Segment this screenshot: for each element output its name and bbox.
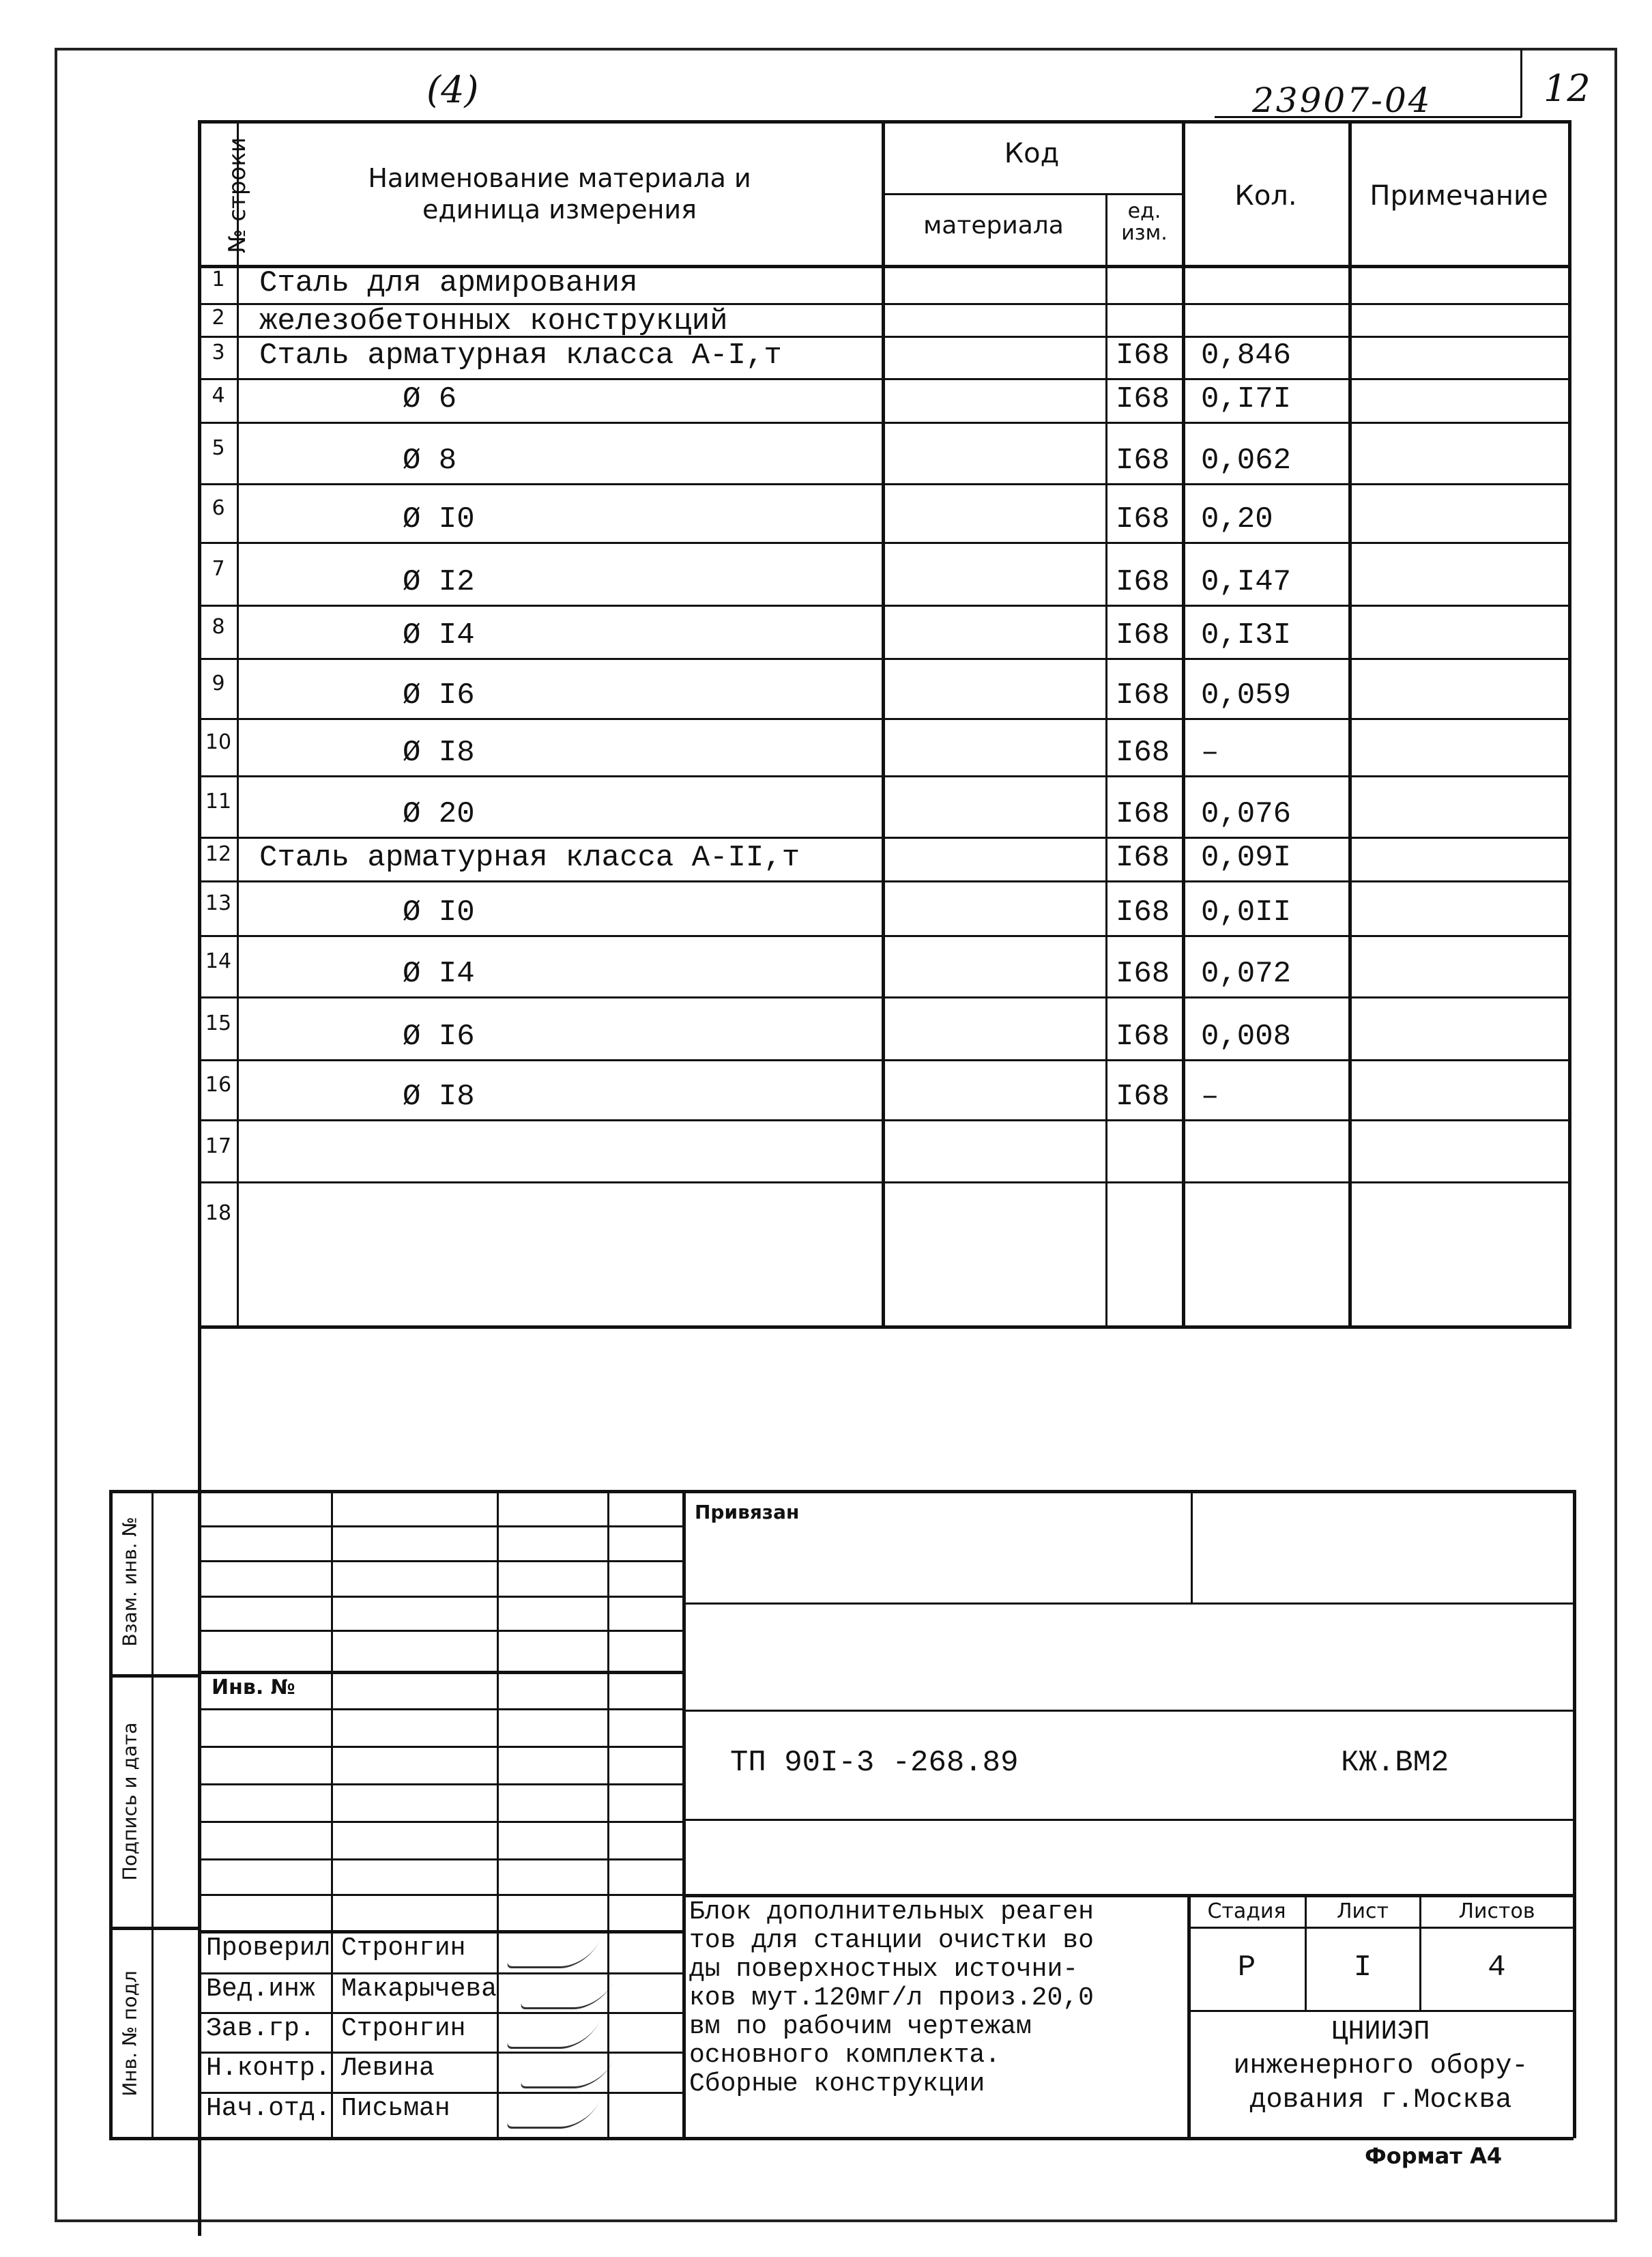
material-name: Ø I4 [403, 618, 475, 652]
material-name: Ø I8 [403, 1080, 475, 1114]
quantity: 0,008 [1201, 1020, 1292, 1054]
row-number: 3 [212, 341, 225, 364]
quantity: 0,072 [1201, 957, 1292, 991]
row-number: 18 [205, 1201, 232, 1225]
stamp-rule [198, 1858, 682, 1860]
row-number: 1 [212, 268, 225, 291]
material-name: Сталь для армирования [259, 266, 638, 300]
row-number: 13 [205, 891, 232, 915]
material-name: Ø 8 [403, 444, 457, 478]
page-number-divider [1520, 49, 1522, 117]
staff-name: Стронгин [341, 1933, 466, 1963]
row-number: 4 [212, 384, 225, 407]
stamp-rule [198, 1525, 682, 1527]
row-rule [198, 996, 1571, 998]
unit-code: I68 [1116, 339, 1170, 373]
sheet-label: Лист [1336, 1899, 1389, 1923]
signature-scribble [519, 1980, 614, 2009]
row-rule [198, 775, 1571, 777]
material-name: Ø 6 [403, 382, 457, 416]
sheet-value: I [1353, 1951, 1372, 1985]
stamp-right-border [1573, 1490, 1576, 2138]
archive-number: 23907-04 [1252, 81, 1432, 120]
table-row [198, 880, 1571, 935]
table-row [198, 775, 1571, 837]
inv-no-label: Инв. № [212, 1676, 295, 1699]
stamp-strip-right [151, 1490, 154, 2138]
header-code-split [882, 193, 1182, 195]
stamp-top-left [109, 1490, 1574, 1493]
row-number: 16 [205, 1073, 232, 1097]
row-rule [198, 483, 1571, 485]
staff-role: Зав.гр. [206, 2014, 315, 2043]
stamp-rule [198, 1783, 682, 1785]
table-row [198, 605, 1571, 658]
material-name: Сталь арматурная класса А-I,т [259, 339, 782, 373]
material-name: Ø I6 [403, 678, 475, 713]
material-name: Ø 20 [403, 797, 475, 831]
doc-mark: КЖ.ВМ2 [1341, 1746, 1449, 1780]
table-row [198, 935, 1571, 996]
right-rule-3 [682, 1819, 1573, 1821]
quantity: 0,0II [1201, 895, 1292, 930]
label-podpis-data: Подпись и дата [118, 1722, 141, 1881]
stamp-rule [198, 1746, 682, 1748]
table-row [198, 303, 1571, 339]
stamp-col-d [682, 1490, 686, 2138]
header-row-number: № строки [224, 137, 251, 253]
staff-name: Макарычева [341, 1974, 497, 2004]
row-number: 7 [212, 557, 225, 581]
project-title: Блок дополнительных реаген тов для станции очистки во ды поверхностных источни- ков мут.120мг/л произ.20,0 вм по рабочим чертежам основного комплекта. Сборные конструкции [689, 1897, 1094, 2099]
staff-role: Проверил [206, 1933, 331, 1963]
stamp-col-c [607, 1490, 609, 2138]
page-number: 12 [1544, 67, 1591, 110]
stamp-rule [198, 1630, 682, 1632]
label-inv-podl: Инв. № подл [118, 1970, 141, 2097]
row-rule [198, 837, 1571, 839]
table-bottom-border [198, 1325, 1571, 1329]
row-rule [198, 336, 1571, 338]
stage-value: Р [1237, 1951, 1256, 1985]
unit-code: I68 [1116, 797, 1170, 831]
row-number: 2 [212, 306, 225, 330]
material-name: Ø I8 [403, 736, 475, 770]
unit-code: I68 [1116, 618, 1170, 652]
table-row [198, 542, 1571, 605]
row-rule [198, 1181, 1571, 1183]
stage-label: Стадия [1207, 1899, 1286, 1923]
organization: ЦНИИЭП инженерного обору- дования г.Москва [1233, 2017, 1528, 2116]
right-rule-2 [682, 1710, 1573, 1712]
row-number: 12 [205, 842, 232, 866]
quantity: 0,20 [1201, 502, 1273, 536]
quantity: 0,09I [1201, 841, 1292, 875]
quantity: – [1201, 1080, 1219, 1114]
material-name: Ø I6 [403, 1020, 475, 1054]
table-row [198, 1119, 1571, 1181]
material-name: Ø I2 [403, 565, 475, 599]
signature-scribble [505, 2019, 600, 2049]
unit-code: I68 [1116, 736, 1170, 770]
row-rule [198, 880, 1571, 882]
row-number: 10 [205, 730, 232, 754]
table-row [198, 837, 1571, 880]
header-code-unit: ед. изм. [1121, 199, 1168, 245]
row-number: 15 [205, 1011, 232, 1035]
table-row [198, 1059, 1571, 1119]
stamp-strip-left [109, 1490, 113, 2138]
staff-name: Письман [341, 2094, 450, 2123]
row-rule [198, 658, 1571, 660]
signature-scribble [519, 2059, 614, 2088]
format-label: Формат А4 [1365, 2143, 1503, 2169]
stage-bottom-rule [1187, 2010, 1573, 2012]
staff-name: Стронгин [341, 2014, 466, 2043]
unit-code: I68 [1116, 895, 1170, 930]
header-quantity: Кол. [1234, 180, 1297, 212]
stamp-rule [198, 1596, 682, 1598]
table-row [198, 422, 1571, 483]
row-number: 11 [205, 790, 232, 814]
quantity: 0,846 [1201, 339, 1292, 373]
table-row [198, 483, 1571, 542]
quantity: 0,I3I [1201, 618, 1292, 652]
header-code: Код [1004, 138, 1060, 169]
row-number: 8 [212, 615, 225, 639]
quantity: 0,062 [1201, 444, 1292, 478]
staff-name: Левина [341, 2054, 435, 2083]
row-number: 5 [212, 436, 225, 460]
material-name: Сталь арматурная класса А-II,т [259, 841, 800, 875]
quantity: – [1201, 736, 1219, 770]
unit-code: I68 [1116, 502, 1170, 536]
row-number: 14 [205, 949, 232, 973]
row-rule [198, 542, 1571, 544]
stamp-col-b [497, 1490, 499, 2138]
table-row [198, 336, 1571, 378]
row-rule [198, 422, 1571, 424]
table-row [198, 378, 1571, 422]
material-name: Ø I0 [403, 502, 475, 536]
signature-scribble [505, 2099, 600, 2129]
stage-header-rule [1187, 1927, 1573, 1929]
stamp-rule [198, 1821, 682, 1823]
sheets-value: 4 [1488, 1951, 1506, 1985]
table-row [198, 718, 1571, 775]
row-rule [198, 718, 1571, 720]
materials-table [198, 120, 1573, 1328]
quantity: 0,076 [1201, 797, 1292, 831]
table-row [198, 1181, 1571, 1253]
table-row [198, 265, 1571, 303]
label-vzam-inv: Взам. инв. № [118, 1516, 141, 1647]
right-rule-1 [682, 1602, 1573, 1605]
row-number: 6 [212, 496, 225, 520]
title-block [109, 1490, 1576, 2138]
privyazan-label: Привязан [695, 1501, 800, 1523]
archive-underline [1215, 116, 1522, 118]
stamp-bottom [109, 2137, 1574, 2140]
quantity: 0,I7I [1201, 382, 1292, 416]
stamp-col-a [331, 1490, 333, 2138]
stamp-main-left [198, 1490, 201, 2138]
unit-code: I68 [1116, 565, 1170, 599]
row-number: 17 [205, 1134, 232, 1158]
unit-code: I68 [1116, 957, 1170, 991]
row-rule [198, 1119, 1571, 1121]
unit-code: I68 [1116, 382, 1170, 416]
table-row [198, 658, 1571, 718]
stamp-rule [198, 1671, 682, 1674]
stamp-rule [198, 1894, 682, 1896]
staff-role: Н.контр. [206, 2054, 331, 2083]
row-rule [198, 605, 1571, 607]
unit-code: I68 [1116, 444, 1170, 478]
doc-code: ТП 90I-3 -268.89 [730, 1746, 1019, 1780]
material-name: Ø I0 [403, 895, 475, 930]
sheet-marker: (4) [426, 68, 479, 111]
quantity: 0,I47 [1201, 565, 1292, 599]
row-rule [198, 378, 1571, 380]
row-rule [198, 303, 1571, 305]
material-name: Ø I4 [403, 957, 475, 991]
stamp-strip-sep1 [109, 1674, 198, 1678]
table-row [198, 996, 1571, 1059]
unit-code: I68 [1116, 678, 1170, 713]
row-number: 9 [212, 672, 225, 695]
row-rule [198, 1059, 1571, 1061]
row-rule [198, 935, 1571, 937]
header-material-name: Наименование материала и единица измерения [368, 163, 751, 225]
sheets-label: Листов [1458, 1899, 1535, 1923]
staff-role: Нач.отд. [206, 2094, 331, 2123]
unit-code: I68 [1116, 1080, 1170, 1114]
stamp-rule [198, 1560, 682, 1562]
quantity: 0,059 [1201, 678, 1292, 713]
signature-scribble [505, 1939, 600, 1968]
material-name: железобетонных конструкций [259, 304, 728, 339]
header-note: Примечание [1370, 180, 1548, 212]
staff-role: Вед.инж [206, 1974, 315, 2004]
stamp-rule [198, 1708, 682, 1710]
privyazan-divider [1191, 1490, 1193, 1602]
unit-code: I68 [1116, 841, 1170, 875]
stamp-strip-sep2 [109, 1927, 198, 1930]
header-code-material: материала [923, 212, 1064, 240]
unit-code: I68 [1116, 1020, 1170, 1054]
